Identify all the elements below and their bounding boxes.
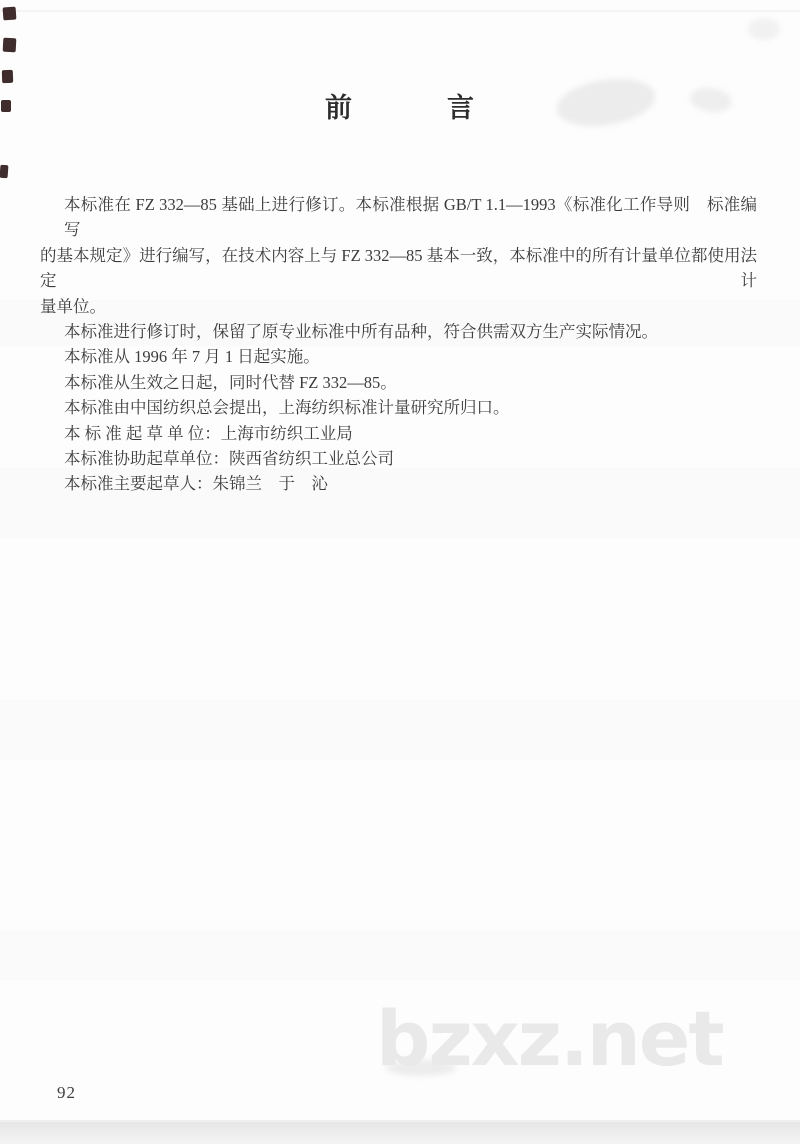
scan-streak	[0, 930, 800, 980]
scan-artifact-mark	[2, 70, 13, 83]
paragraph-line: 本标准从生效之日起，同时代替 FZ 332—85。	[64, 372, 397, 392]
paragraph-line: 本 标 准 起 草 单 位：上海市纺织工业局	[64, 423, 353, 443]
paragraph-line: 的基本规定》进行编写，在技术内容上与 FZ 332—85 基本一致，本标准中的所有计量单位都使用法定计	[40, 245, 757, 291]
scan-streak	[0, 700, 800, 760]
paragraph-line: 本标准由中国纺织总会提出，上海纺织标准计量研究所归口。	[64, 398, 510, 418]
page-title	[0, 86, 800, 125]
paragraph-line: 本标准从 1996 年 7 月 1 日起实施。	[64, 347, 320, 367]
paragraph-line: 本标准协助起草单位：陕西省纺织工业总公司	[64, 449, 394, 469]
paragraph-line: 量单位。	[40, 296, 106, 316]
paragraph-line: 本标准主要起草人：朱锦兰 于 沁	[64, 474, 328, 494]
scan-artifact-mark	[3, 7, 17, 21]
paragraph-line: 本标准在 FZ 332—85 基础上进行修订。本标准根据 GB/T 1.1—1993《标准化工作导则 标准编写	[64, 195, 757, 240]
scan-streak	[0, 10, 800, 12]
site-watermark: bzxz.net	[376, 994, 723, 1083]
scan-artifact-mark	[0, 165, 8, 179]
scan-smudge	[386, 1060, 456, 1076]
page-number: 92	[57, 1083, 76, 1102]
foreword-body	[40, 192, 757, 497]
scan-artifact-mark	[3, 38, 17, 53]
paragraph-line: 本标准进行修订时，保留了原专业标准中所有品种，符合供需双方生产实际情况。	[64, 322, 658, 342]
bottom-scan-band	[0, 1122, 800, 1144]
title-char-right: 言	[447, 93, 475, 123]
scan-smudge	[748, 18, 780, 40]
title-char-left: 前	[325, 93, 353, 123]
